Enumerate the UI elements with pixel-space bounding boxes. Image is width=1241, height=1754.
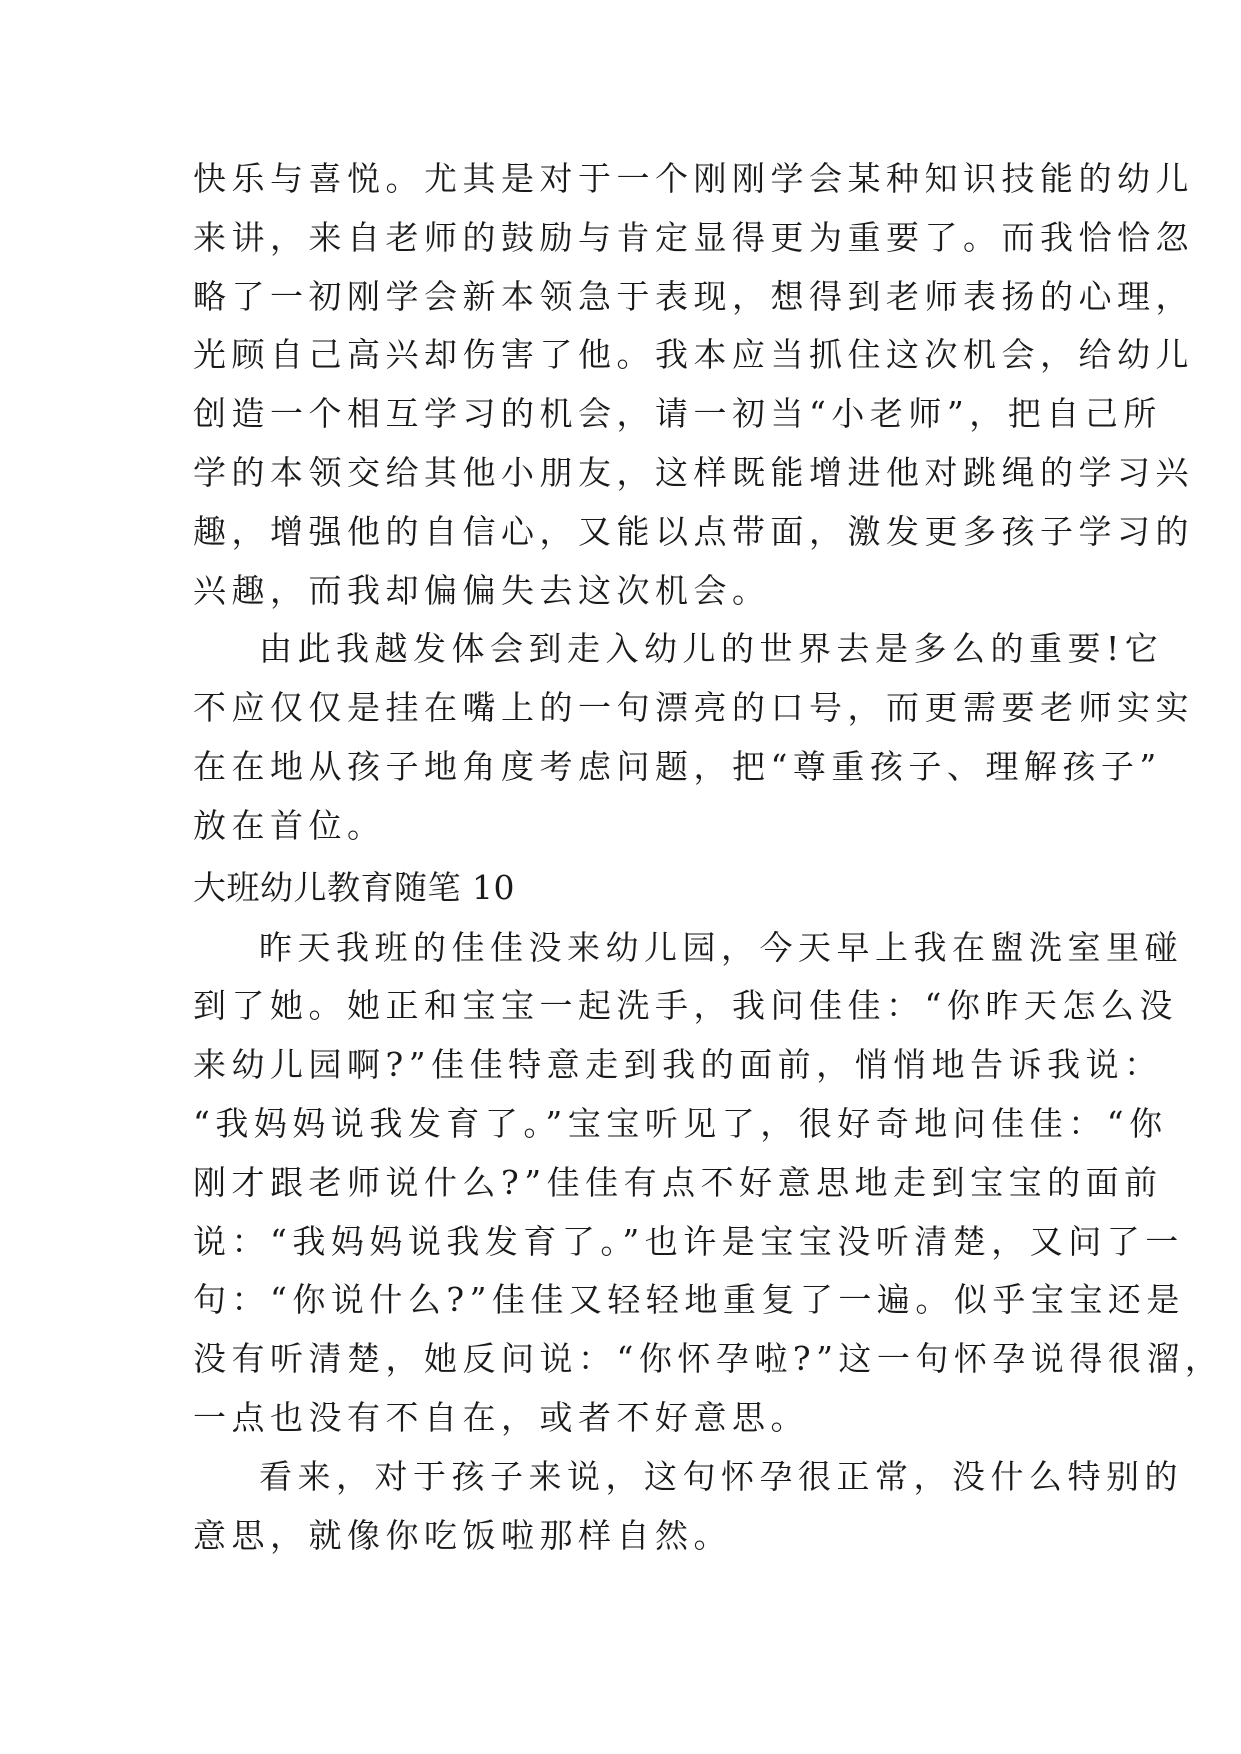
paragraph bbox=[193, 150, 1194, 620]
text-line: 句：“你说什么?”佳佳又轻轻地重复了一遍。似乎宝宝还是 bbox=[193, 1280, 1185, 1320]
text-line: 来幼儿园啊?”佳佳特意走到我的面前，悄悄地告诉我说： bbox=[193, 1045, 1163, 1085]
document-page bbox=[193, 150, 1224, 1565]
text-line: 放在首位。 bbox=[193, 805, 386, 845]
text-line: 由此我越发体会到走入幼儿的世界去是多么的重要!它 bbox=[259, 629, 1164, 669]
text-line: 光顾自己高兴却伤害了他。我本应当抓住这次机会，给幼儿 bbox=[193, 335, 1194, 375]
paragraph bbox=[193, 620, 1194, 855]
text-line: 昨天我班的佳佳没来幼儿园，今天早上我在盥洗室里碰 bbox=[259, 927, 1183, 967]
section-heading bbox=[193, 856, 1053, 919]
text-line: 来讲，来自老师的鼓励与肯定显得更为重要了。而我恰恰忽 bbox=[193, 217, 1194, 257]
text-line: 兴趣，而我却偏偏失去这次机会。 bbox=[193, 570, 771, 610]
text-line: 看来，对于孩子来说，这句怀孕很正常，没什么特别的 bbox=[259, 1456, 1183, 1496]
heading-text: 大班幼儿教育随笔 10 bbox=[193, 867, 515, 907]
text-line: 创造一个相互学习的机会，请一初当“小老师”，把自己所 bbox=[193, 394, 1162, 434]
text-line: 说：“我妈妈说我发育了。”也许是宝宝没听清楚，又问了一 bbox=[193, 1221, 1184, 1261]
text-line: 在在地从孩子地角度考虑问题，把“尊重孩子、理解孩子” bbox=[193, 746, 1162, 786]
paragraph bbox=[193, 1448, 1183, 1566]
text-line: 学的本领交给其他小朋友，这样既能增进他对跳绳的学习兴 bbox=[193, 452, 1194, 492]
text-line: 略了一初刚学会新本领急于表现，想得到老师表扬的心理， bbox=[193, 276, 1194, 316]
text-line: 一点也没有不自在，或者不好意思。 bbox=[193, 1397, 809, 1437]
text-line: 意思，就像你吃饭啦那样自然。 bbox=[193, 1515, 732, 1555]
text-line: 没有听清楚，她反问说：“你怀孕啦?”这一句怀孕说得很溜， bbox=[193, 1339, 1224, 1379]
paragraph bbox=[193, 919, 1224, 1448]
text-line: “我妈妈说我发育了。”宝宝听见了，很好奇地问佳佳：“你 bbox=[193, 1103, 1168, 1143]
text-line: 刚才跟老师说什么?”佳佳有点不好意思地走到宝宝的面前 bbox=[193, 1162, 1163, 1202]
text-line: 不应仅仅是挂在嘴上的一句漂亮的口号，而更需要老师实实 bbox=[193, 688, 1194, 728]
text-line: 到了她。她正和宝宝一起洗手，我问佳佳：“你昨天怎么没 bbox=[193, 986, 1178, 1026]
text-line: 趣，增强他的自信心，又能以点带面，激发更多孩子学习的 bbox=[193, 511, 1194, 551]
text-line: 快乐与喜悦。尤其是对于一个刚刚学会某种知识技能的幼儿 bbox=[193, 159, 1194, 198]
